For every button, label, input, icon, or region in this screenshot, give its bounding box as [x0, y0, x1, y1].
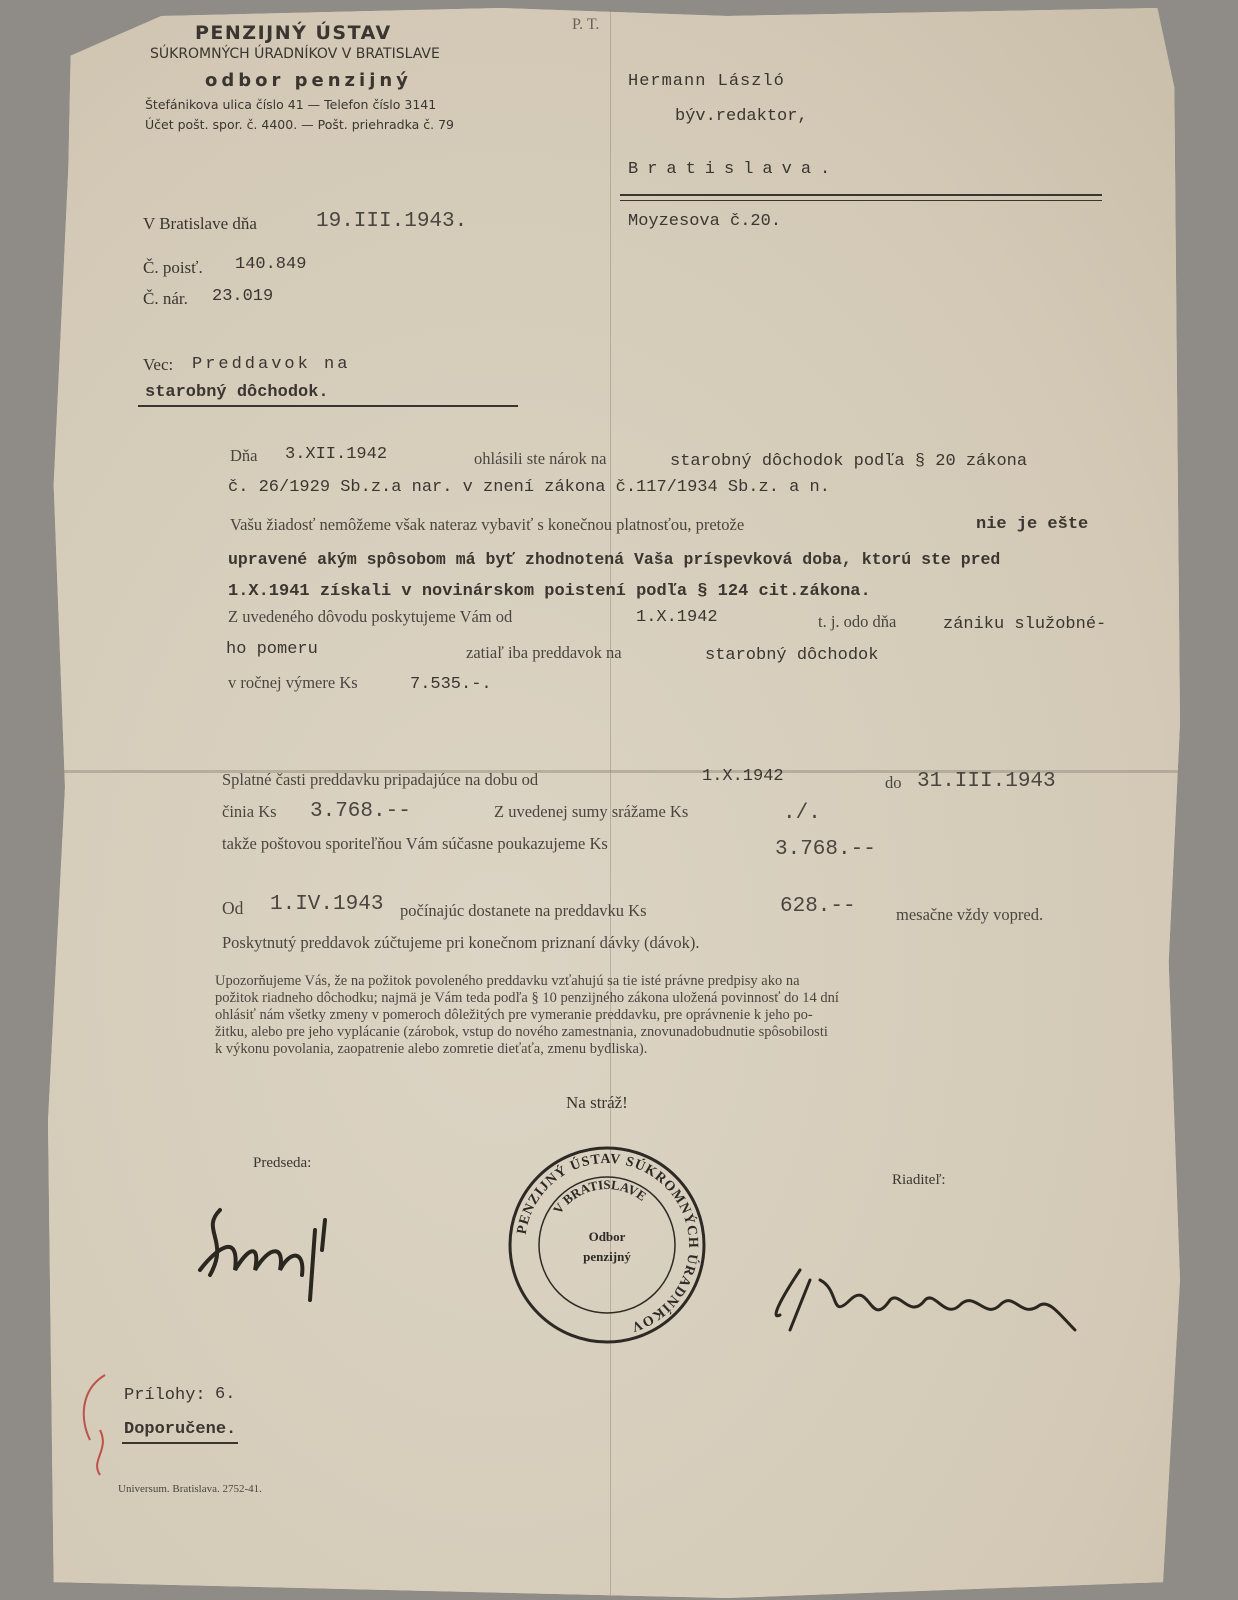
org-dept: odbor penzijný [205, 70, 412, 91]
director-signature [760, 1260, 1090, 1360]
text: zatiaľ iba preddavok na [466, 643, 622, 662]
monthly-amount: 628.-- [780, 895, 856, 918]
address-rule-2 [620, 200, 1102, 201]
registered-rule [122, 1442, 238, 1444]
recipient-name: Hermann László [628, 72, 785, 91]
text: Z uvedenej sumy srážame Ks [494, 802, 689, 821]
notice-line: k výkonu povolania, zaopatrenie alebo zomretie dieťaťa, zmenu bydliska). [215, 1041, 648, 1057]
text: nie je ešte [976, 515, 1089, 534]
chairman-label: Predseda: [253, 1155, 312, 1171]
date-label: V Bratislave dňa [143, 214, 257, 233]
notice-paragraph [215, 973, 839, 1058]
stamp-ring-text: PENZIJNÝ ÚSTAV SÚKROMNÝCH ÚRADNÍKOV [514, 1151, 701, 1335]
text: Od [222, 898, 244, 918]
text: Dňa [230, 446, 258, 465]
org-sub: SÚKROMNÝCH ÚRADNÍKOV V BRATISLAVE [150, 46, 440, 62]
notice-line: ohlásiť nám všetky zmeny v pomeroch dôležitých pre vymeranie preddavku, pre oprávnenie k jeho po- [215, 1007, 813, 1023]
text: mesačne vždy vopred. [896, 905, 1044, 924]
date-value: 19.III.1943. [316, 210, 468, 233]
text: zániku služobné- [943, 615, 1107, 634]
text: Z uvedeného dôvodu poskytujeme Vám od [228, 607, 513, 626]
nar-label: Č. nár. [143, 289, 188, 308]
text: takže poštovou sporiteľňou Vám súčasne poukazujeme Ks [222, 834, 608, 853]
advance-from-date: 1.X.1942 [636, 608, 718, 627]
poist-label: Č. poisť. [143, 258, 203, 277]
printer-imprint: Universum. Bratislava. 2752-41. [118, 1483, 262, 1495]
official-stamp [505, 1143, 710, 1348]
text: Vašu žiadosť nemôžeme však nateraz vybaviť s konečnou platnosťou, pretože [230, 515, 745, 534]
text: upravené akým spôsobom má byť zhodnotená Vaša príspevková doba, ktorú ste pred [228, 550, 1001, 569]
attachments-label: Prílohy: [124, 1386, 206, 1405]
text: ho pomeru [226, 640, 318, 659]
text: 1.X.1941 získali v novinárskom poistení podľa § 124 cit.zákona. [228, 582, 871, 601]
subject-line1: Preddavok na [192, 355, 351, 374]
sum-amount: 3.768.-- [310, 800, 411, 823]
text: do [885, 773, 902, 792]
annual-amount: 7.535.-. [410, 675, 492, 694]
subject-rule [138, 405, 518, 407]
salutation: P. T. [572, 16, 600, 33]
director-label: Riaditeľ: [892, 1172, 946, 1188]
notice-line: Upozorňujeme Vás, že na požitok povoleného preddavku vzťahujú sa tie isté právne predpisy ako na [215, 973, 800, 989]
stamp-inner-text: V BRATISLAVE [549, 1176, 650, 1217]
payout-amount: 3.768.-- [775, 838, 876, 861]
text: starobný dôchodok podľa § 20 zákona [670, 452, 1028, 471]
subject-line2: starobný dôchodok. [145, 383, 329, 402]
subject-label: Vec: [143, 355, 174, 374]
text: starobný dôchodok [705, 646, 879, 665]
recipient-city: Bratislava. [628, 160, 840, 179]
period-to: 31.III.1943 [917, 770, 1056, 793]
text: t. j. odo dňa [818, 612, 897, 631]
red-pencil-mark [70, 1370, 130, 1480]
nar-value: 23.019 [212, 287, 274, 306]
registered-mark: Doporučene. [124, 1420, 237, 1439]
text: činia Ks [222, 802, 277, 821]
deduction-amount: ./. [783, 802, 821, 825]
stamp-center-line2: penzijný [583, 1249, 631, 1264]
text: počínajúc dostanete na preddavku Ks [400, 901, 647, 920]
poist-value: 140.849 [235, 255, 307, 274]
claim-date: 3.XII.1942 [285, 445, 388, 464]
chairman-signature [190, 1190, 370, 1310]
recipient-street: Moyzesova č.20. [628, 212, 782, 231]
notice-line: požitok riadneho dôchodku; najmä je Vám teda podľa § 10 penzijného zákona uložená povinnosť do 14 dní [215, 990, 839, 1006]
period-from: 1.X.1942 [702, 767, 784, 786]
svg-text:V BRATISLAVE [550, 1177, 649, 1217]
monthly-from-date: 1.IV.1943 [270, 893, 384, 916]
text: Splatné časti preddavku pripadajúce na dobu od [222, 770, 539, 789]
stamp-center-line1: Odbor [588, 1229, 626, 1244]
text: č. 26/1929 Sb.z.a nar. v znení zákona č.117/1934 Sb.z. a n. [228, 478, 830, 497]
closing-text: Na stráž! [566, 1093, 628, 1112]
text: v ročnej výmere Ks [228, 673, 358, 692]
org-address: Štefánikova ulica číslo 41 — Telefon číslo 3141 [145, 97, 437, 112]
address-rule [620, 194, 1102, 196]
attachments-count: 6. [215, 1385, 236, 1404]
recipient-title: býv.redaktor, [675, 107, 808, 126]
notice-line: žitku, alebo pre jeho vyplácanie (zárobok, vstup do nového zamestnania, znovunadobudnutie spôsobilosti [215, 1024, 828, 1040]
org-account: Účet pošt. spor. č. 4400. — Pošt. priehradka č. 79 [145, 117, 454, 132]
text: ohlásili ste nárok na [474, 449, 607, 468]
org-name: PENZIJNÝ ÚSTAV [195, 22, 392, 44]
text: Poskytnutý preddavok zúčtujeme pri konečnom priznaní dávky (dávok). [222, 933, 700, 952]
